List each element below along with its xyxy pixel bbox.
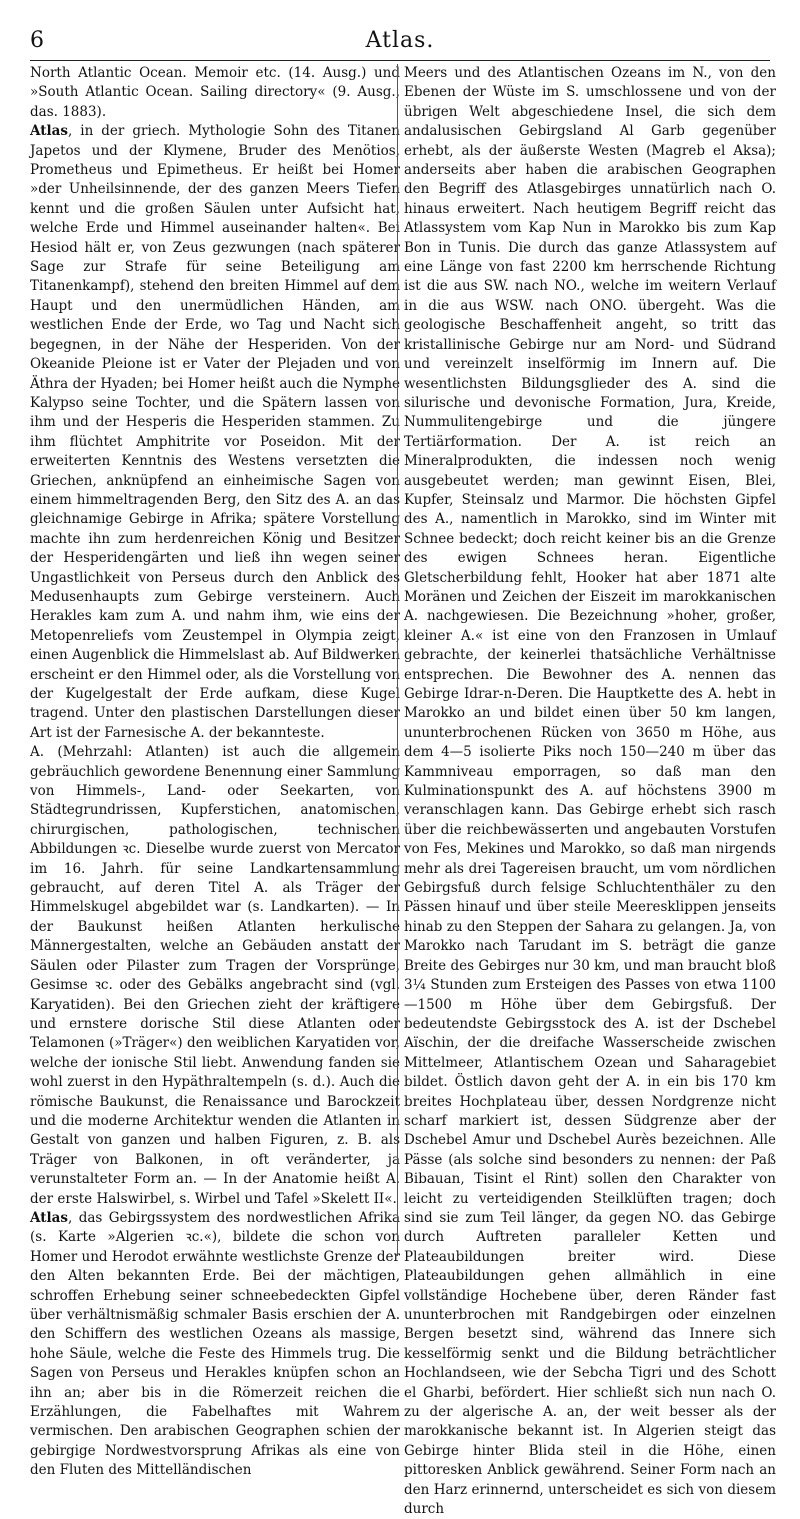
dictionary-entry: [30, 1209, 400, 1481]
right-column: [404, 64, 776, 1519]
paragraph: [30, 743, 400, 1209]
paragraph-text: A. (Mehrzahl: Atlanten) ist auch die allgemein gebräuchlich gewordene Benennung einer Sammlung von Himmels-, Land- oder Seekarten, von Städtegrundrissen, Kupferstichen, anatomischen, chirurgischen, pathologischen, technischen Abbildungen ꝛc. Dieselbe wurde zuerst von Mercator im 16. Jahrh. für seine Landkartensammlung gebraucht, auf deren Titel A. als Träger der Himmelskugel abgebildet war (s. Landkarten). — In der Baukunst heißen Atlanten herkulische Männergestalten, welche an Gebäuden anstatt der Säulen oder Pilaster zum Tragen der Vorsprünge, Gesimse ꝛc. oder des Gebälks angebracht sind (vgl. Karyatiden). Bei den Griechen zieht der kräftigere und ernstere dorische Stil diese Atlanten oder Telamonen (»Träger«) den weiblichen Karyatiden vor, welche der ionische Stil liebt. Anwendung fanden sie wohl zuerst in den Hypäthraltempeln (s. d.). Auch die römische Baukunst, die Renaissance und Barockzeit und die moderne Architektur wenden die Atlanten in Gestalt von ganzen und halben Figuren, z. B. als Träger von Balkonen, in oft veränderter, ja verunstalteter Form an. — In der Anatomie heißt A. der erste Halswirbel, s. Wirbel und Tafel »Skelett II«.: [30, 744, 400, 1207]
entry-headword: Atlas: [30, 123, 68, 140]
page-number: 6: [30, 28, 44, 53]
paragraph-text: Meers und des Atlantischen Ozeans im N., von den Ebenen der Wüste im S. umschlossene und von der übrigen Welt abgeschiedene Insel, die sich dem andalusischen Gebirgsland Al Garb gegenüber erhebt, als der äußerste Westen (Magreb el Aksa); anderseits aber haben die arabischen Geographen den Begriff des Atlasgebirges unnatürlich nach O. hinaus erweitert. Nach heutigem Begriff reicht das Atlassystem vom Kap Nun in Marokko bis zum Kap Bon in Tunis. Die durch das ganze Atlassystem auf eine Länge von fast 2200 km herrschende Richtung ist die aus SW. nach NO., welche im weitern Verlauf in die aus WSW. nach ONO. übergeht. Was die geologische Beschaffenheit angeht, so tritt das kristallinische Gebirge nur am Nord- und Südrand und vereinzelt inselförmig im Innern auf. Die wesentlichsten Bildungsglieder des A. sind die silurische und devonische Formation, Jura, Kreide, Nummulitengebirge und die jüngere Tertiärformation. Der A. ist reich an Mineralprodukten, die indessen noch wenig ausgebeutet werden; man gewinnt Eisen, Blei, Kupfer, Steinsalz und Marmor. Die höchsten Gipfel des A., namentlich in Marokko, sind im Winter mit Schnee bedeckt; doch reicht keiner bis an die Grenze des ewigen Schnees heran. Eigentliche Gletscherbildung fehlt, Hooker hat aber 1871 alte Moränen und Zeichen der Eiszeit im marokkanischen A. nachgewiesen. Die Bezeichnung »hoher, großer, kleiner A.« ist eine von den Franzosen in Umlauf gebrachte, der keinerlei thatsächliche Verhältnisse entsprechen. Die Bewohner des A. nennen das Gebirge Idrar-n-Deren. Die Hauptkette des A. hebt in Marokko an und bildet einen über 50 km langen, ununterbrochenen Rücken von 3650 m Höhe, aus dem 4—5 isolierte Piks noch 150—240 m über das Kammniveau emporragen, so daß man den Kulminationspunkt des A. auf höchstens 3900 m veranschlagen kann. Das Gebirge erhebt sich rasch über die reichbewässerten und angebauten Vorstufen von Fes, Mekines und Marokko, so daß man nirgends mehr als drei Tagereisen braucht, um vom nördlichen Gebirgsfuß durch felsige Schluchtenthäler zu den Pässen hinauf und über steile Meeresklippen jenseits hinab zu den Steppen der Sahara zu gelangen. Ja, von Marokko nach Tarudant im S. beträgt die ganze Breite des Gebirges nur 30 km, und man braucht bloß 3¼ Stunden zum Ersteigen des Passes von etwa 1100—1500 m Höhe über dem Gebirgsfuß. Der bedeutendste Gebirgsstock des A. ist der Dschebel Aïschin, der die dreifache Wasserscheide zwischen Mittelmeer, Atlantischem Ozean und Saharagebiet bildet. Östlich davon geht der A. in ein bis 170 km breites Hochplateau über, dessen Nordgrenze nicht scharf markiert ist, dessen Südgrenze aber der Dschebel Amur und Dschebel Aurès bezeichnen. Alle Pässe (als solche sind besonders zu nennen: der Paß Bibauan, Tisint el Rint) sollen den Charakter von leicht zu verteidigenden Steilklüften tragen; doch sind sie zum Teil länger, da gegen NO. das Gebirge durch Auftreten paralleler Ketten und Plateaubildungen breiter wird. Diese Plateaubildungen gehen allmählich in eine vollständige Hochebene über, deren Ränder fast ununterbrochen mit Randgebirgen oder einzelnen Bergen besetzt sind, während das Innere sich kesselförmig senkt und die Bildung beträchtlicher Hochlandseen, wie der Sebcha Tigri und des Schott el Gharbi, befördert. Hier schließt sich nun nach O. zu der algerische A. an, der weit besser als der marokkanische bekannt ist. In Algerien steigt das Gebirge hinter Blida steil in die Höhe, einen pittoresken Anblick gewährend. Seiner Form nach an den Harz erinnernd, unterscheidet es sich von diesem durch: [404, 65, 776, 1518]
page-header: [30, 28, 770, 58]
column-divider: [397, 64, 398, 1256]
paragraph: [30, 64, 400, 122]
paragraph-text: , in der griech. Mythologie Sohn des Titanen Japetos und der Klymene, Bruder des Menötios, Prometheus und Epimetheus. Er heißt bei Homer »der Unheilsinnende, der des ganzen Meers Tiefen kennt und die großen Säulen unter Aufsicht hat, welche Erde und Himmel auseinander halten«. Bei Hesiod hält er, von Zeus gezwungen (nach späterer Sage zur Strafe für seine Beteiligung am Titanenkampf), stehend den breiten Himmel auf dem Haupt und den unermüdlichen Händen, am westlichen Ende der Erde, wo Tag und Nacht sich begegnen, in der Nähe der Hesperiden. Von der Okeanide Pleione ist er Vater der Plejaden und von Äthra der Hyaden; bei Homer heißt auch die Nymphe Kalypso seine Tochter, und die Spätern lassen von ihm und der Hesperis die Hesperiden stammen. Zu ihm flüchtet Amphitrite vor Poseidon. Mit der erweiterten Kenntnis des Westens versetzten die Griechen, anknüpfend an einheimische Sagen von einem himmeltragenden Berg, den Sitz des A. an das gleichnamige Gebirge in Afrika; spätere Vorstellung machte ihn zum herdenreichen König und Besitzer der Hesperidengärten und ließ ihn wegen seiner Ungastlichkeit von Perseus durch den Anblick des Medusenhaupts zum Gebirge versteinern. Auch Herakles kam zum A. und nahm ihm, wie eins der Metopenreliefs vom Zeustempel in Olympia zeigt, einen Augenblick die Himmelslast ab. Auf Bildwerken erscheint er den Himmel oder, als die Vorstellung von der Kugelgestalt der Erde aufkam, diese Kugel tragend. Unter den plastischen Darstellungen dieser Art ist der Farnesische A. der bekannteste.: [30, 123, 400, 741]
running-head: Atlas.: [365, 28, 435, 53]
paragraph: [404, 64, 776, 1519]
dictionary-entry: [30, 122, 400, 743]
paragraph-text: , das Gebirgssystem des nordwestlichen Afrika (s. Karte »Algerien ꝛc.«), bildete die schon von Homer und Herodot erwähnte westlichste Grenze der den Alten bekannten Erde. Bei der mächtigen, schroffen Erhebung seiner schneebedeckten Gipfel über verhältnismäßig schmaler Basis erschien der A. den Schiffern des westlichen Ozeans als massige, hohe Säule, welche die Feste des Himmels trug. Die Sagen von Perseus und Herakles knüpfen schon an ihn an; aber bis in die Römerzeit reichen die Erzählungen, die Fabelhaftes mit Wahrem vermischen. Den arabischen Geographen schien der gebirgige Nordwestvorsprung Afrikas als eine von den Fluten des Mittelländischen: [30, 1209, 400, 1479]
entry-headword: Atlas: [30, 1209, 68, 1226]
paragraph-text: North Atlantic Ocean. Memoir etc. (14. Ausg.) und »South Atlantic Ocean. Sailing directory« (9. Ausg., das. 1883).: [30, 65, 400, 120]
header-rule: [30, 60, 770, 61]
left-column: [30, 64, 400, 1481]
